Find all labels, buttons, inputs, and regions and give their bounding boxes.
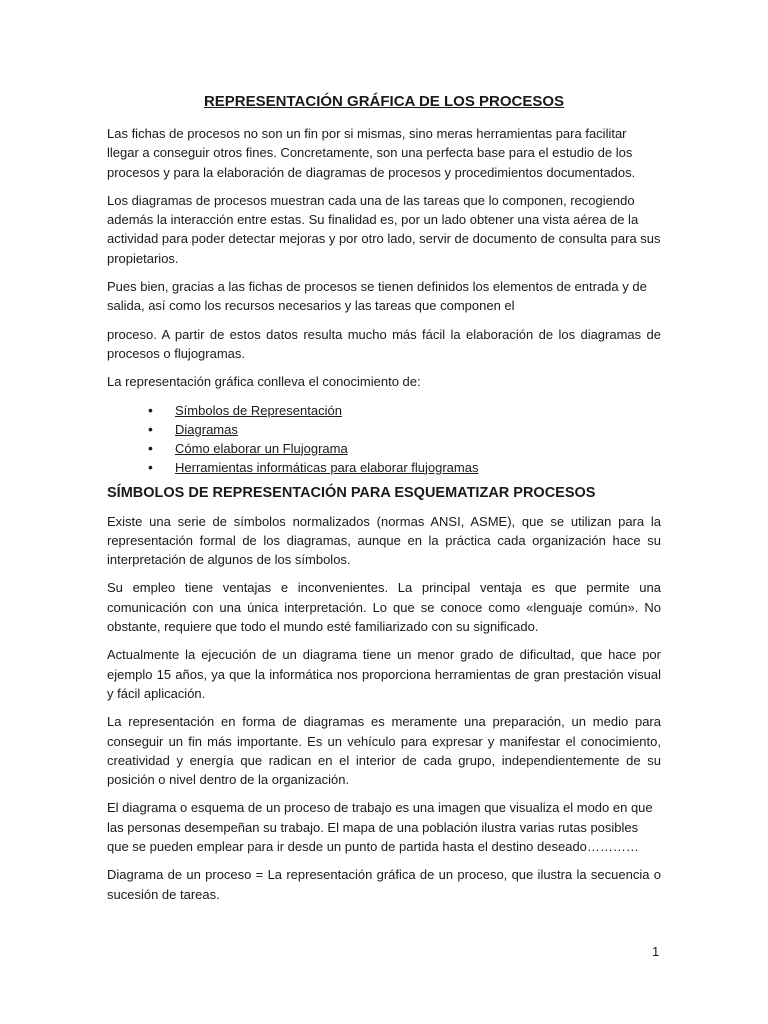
bullet-icon: •	[148, 401, 153, 418]
list-item	[148, 420, 661, 439]
bullet-icon: •	[148, 439, 153, 456]
link-diagramas[interactable]: Diagramas	[175, 421, 238, 437]
section-paragraph-1: Existe una serie de símbolos normalizados (normas ANSI, ASME), que se utilizan para la representación formal de los diagramas, aunque en la práctica cada organización hace su interpretación de algunos de los símbolos.	[107, 513, 661, 568]
section-paragraph-5: El diagrama o esquema de un proceso de trabajo es una imagen que visualiza el modo en que las personas desempeñan su trabajo. El mapa de una población ilustra varias rutas posibles que se pueden emplear para ir desde un punto de partida hasta el destino deseado…………	[107, 800, 653, 855]
page-number: 1	[652, 944, 660, 959]
section-paragraph-2: Su empleo tiene ventajas e inconvenientes. La principal ventaja es que permite una comunicación con una única interpretación. Lo que se conoce como «lenguaje común». No obstante, requiere que todo el mundo esté familiarizado con su significado.	[107, 580, 661, 635]
topics-list	[107, 401, 661, 477]
document-page	[107, 92, 661, 913]
link-simbolos-representacion[interactable]: Símbolos de Representación	[175, 402, 342, 418]
intro-paragraph-3: Pues bien, gracias a las fichas de procesos se tienen definidos los elementos de entrada y de salida, así como los recursos necesarios y las tareas que componen el	[107, 279, 647, 314]
bullet-icon: •	[148, 420, 153, 437]
link-como-elaborar-flujograma[interactable]: Cómo elaborar un Flujograma	[175, 440, 348, 456]
intro-paragraph-4: proceso. A partir de estos datos resulta mucho más fácil la elaboración de los diagramas de procesos o flujogramas.	[107, 326, 661, 361]
section-paragraph-6: Diagrama de un proceso = La representación gráfica de un proceso, que ilustra la secuencia o sucesión de tareas.	[107, 867, 661, 902]
section-heading: SÍMBOLOS DE REPRESENTACIÓN PARA ESQUEMATIZAR PROCESOS	[107, 484, 596, 501]
list-item	[148, 401, 661, 420]
section-paragraph-4: La representación en forma de diagramas es meramente una preparación, un medio para conseguir un fin más importante. Es un vehículo para expresar y manifestar el conocimiento, creatividad y energía que radican en el interior de cada grupo, independientemente de su posición o nivel dentro de la organización.	[107, 714, 661, 788]
bullet-icon: •	[148, 458, 153, 475]
link-herramientas-informaticas[interactable]: Herramientas informáticas para elaborar flujogramas	[175, 459, 479, 475]
section-paragraph-3: Actualmente la ejecución de un diagrama tiene un menor grado de dificultad, que hace por ejemplo 15 años, ya que la informática nos proporciona herramientas de gran prestación visual y fácil aplicación.	[107, 647, 661, 701]
intro-paragraph-2: Los diagramas de procesos muestran cada una de las tareas que lo componen, recogiendo además la interacción entre estas. Su finalidad es, por un lado obtener una vista aérea de la actividad para poder detectar mejoras y por otro lado, servir de documento de consulta para sus propietarios.	[107, 192, 661, 266]
intro-paragraph-1: Las fichas de procesos no son un fin por si mismas, sino meras herramientas para facilitar llegar a conseguir otros fines. Concretamente, son una perfecta base para el estudio de los procesos y para la elaboración de diagramas de procesos y procedimientos documentados.	[107, 126, 636, 180]
list-item	[148, 458, 661, 477]
intro-paragraph-5: La representación gráfica conlleva el conocimiento de:	[107, 374, 421, 390]
document-title: REPRESENTACIÓN GRÁFICA DE LOS PROCESOS	[203, 93, 565, 110]
list-item	[148, 439, 661, 458]
